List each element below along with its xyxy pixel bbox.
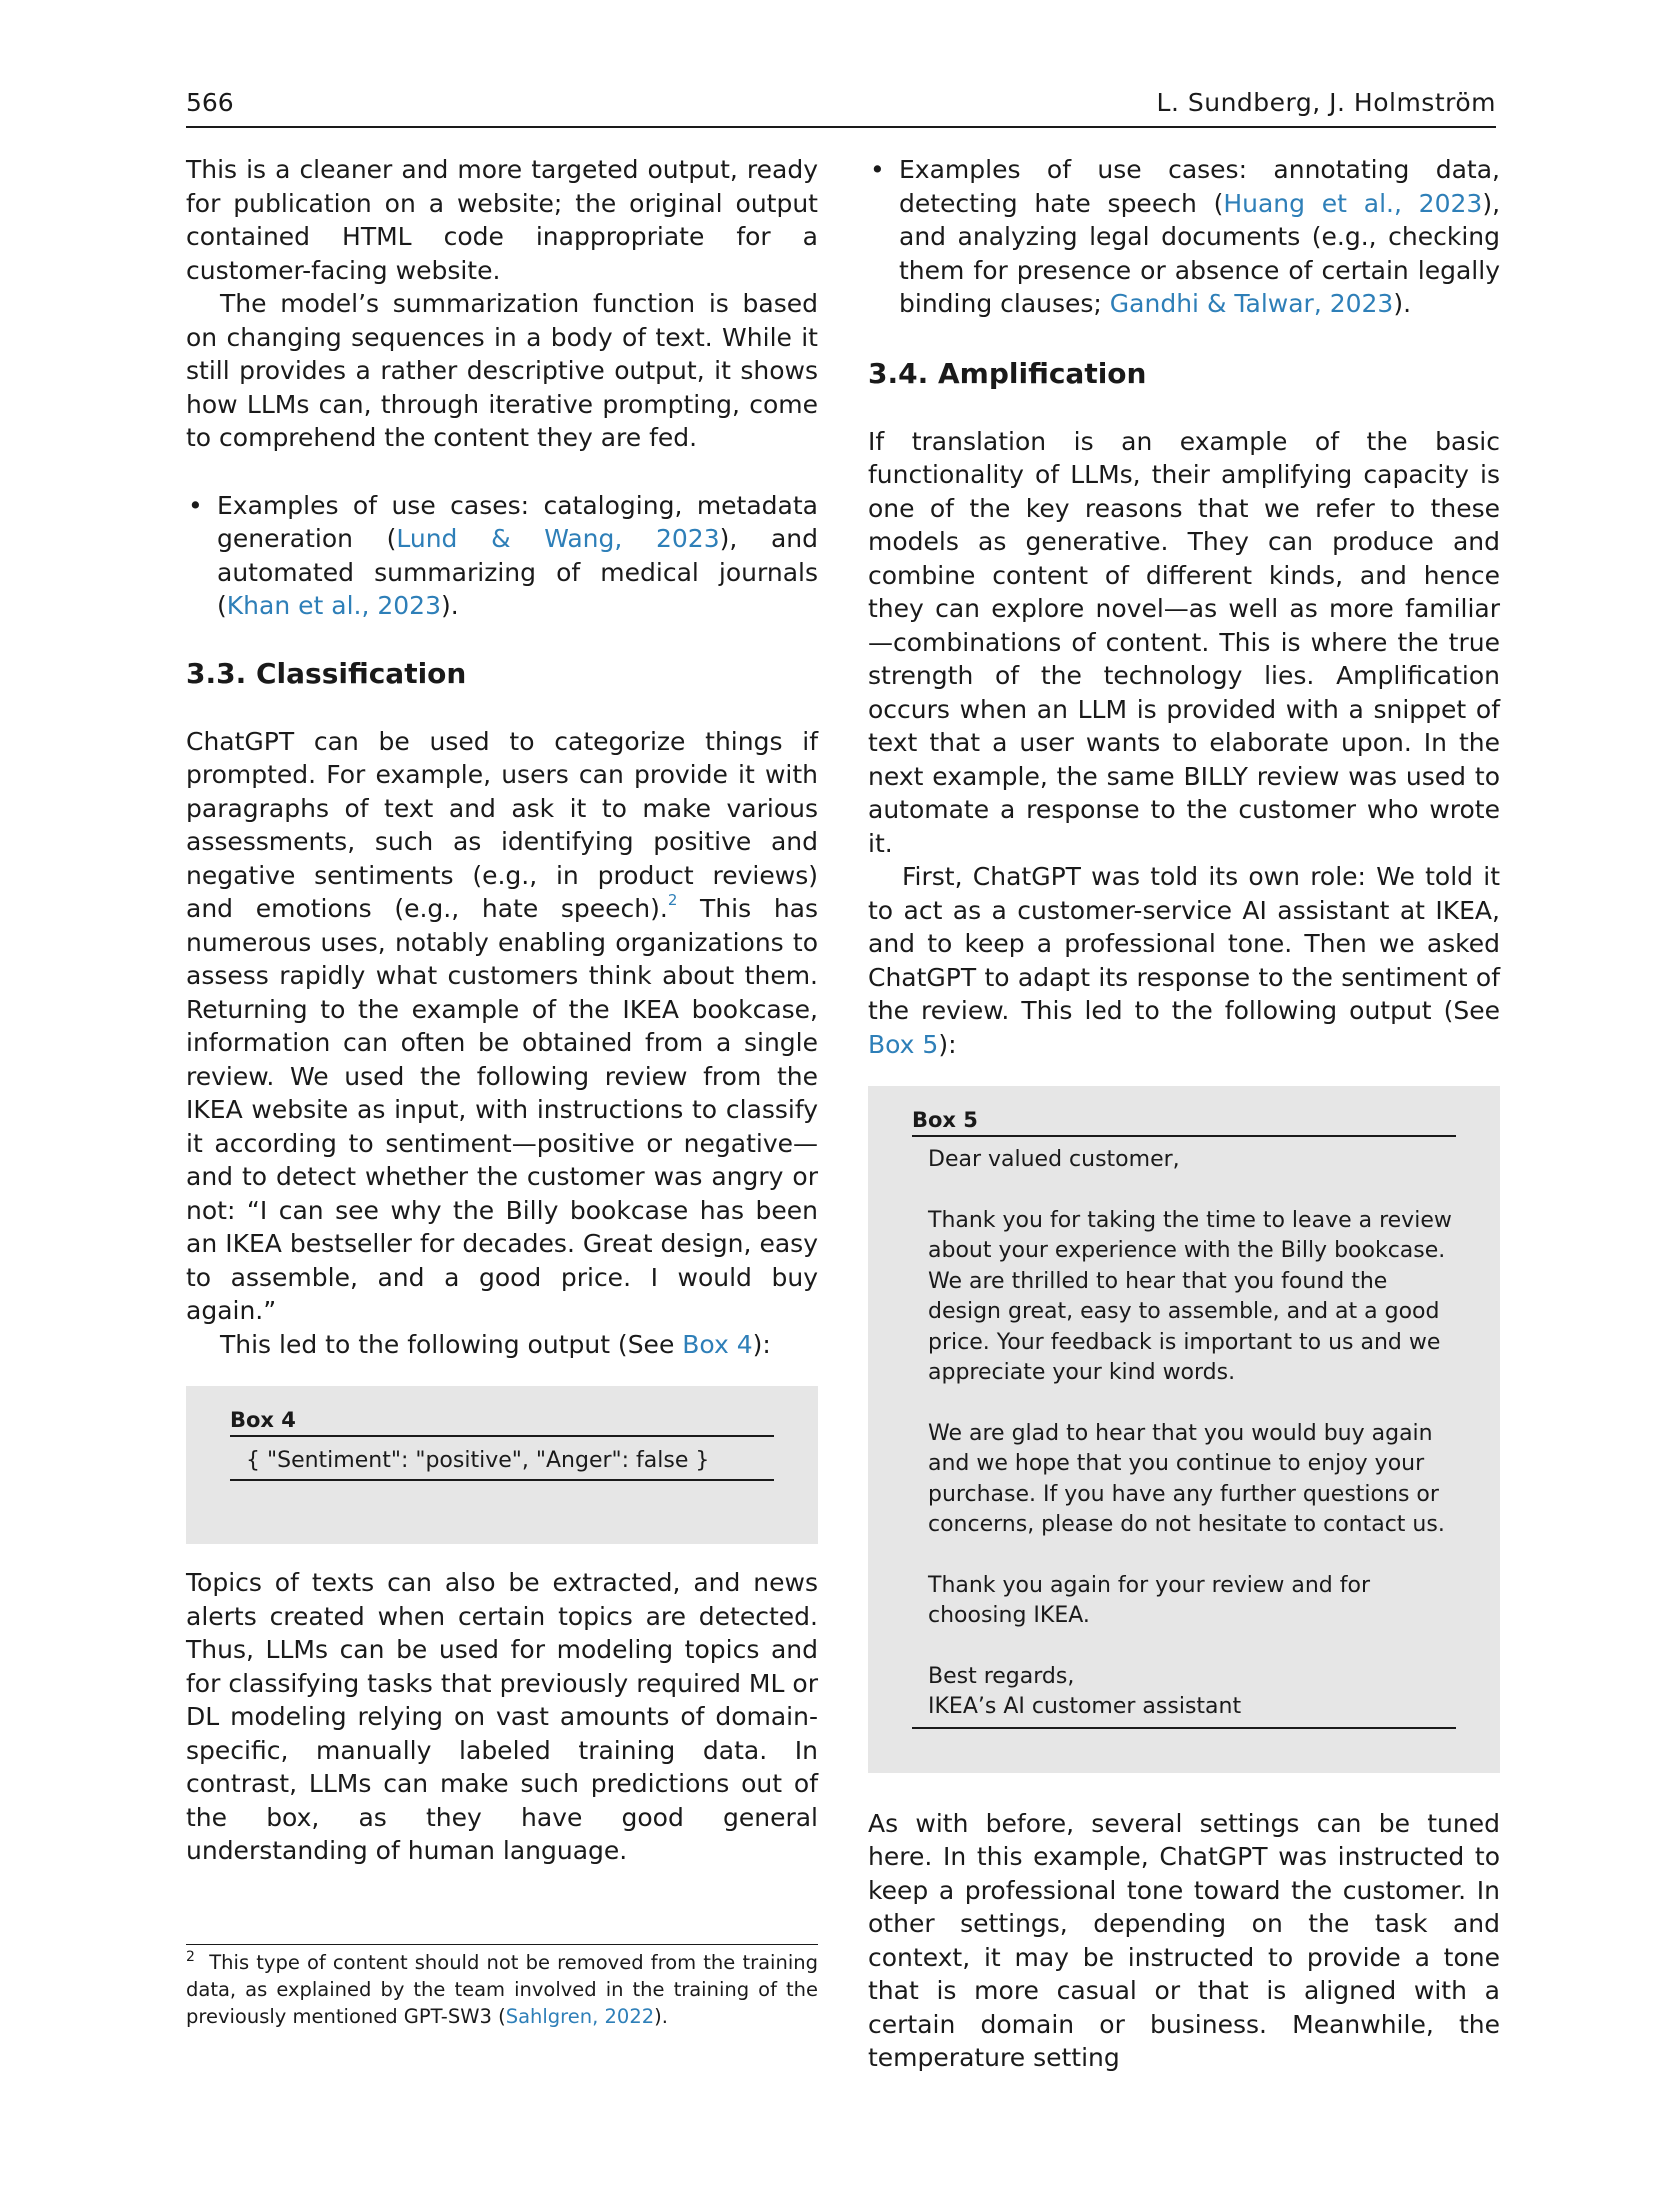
citation-link[interactable]: Lund & Wang, 2023: [396, 524, 720, 553]
paragraph: [186, 725, 818, 1328]
paragraph: [868, 860, 1500, 1061]
box-title: Box 5: [912, 1107, 1456, 1137]
letter-paragraph: Thank you for taking the time to leave a review about your experience with the Billy bookcase. We are thrilled to hear that you found the design great, easy to assemble, and at a good price. Your feedback is important to us and we appreciate your kind words.: [928, 1207, 1452, 1385]
right-column: [868, 153, 1500, 2075]
box-reference-link[interactable]: Box 5: [868, 1029, 939, 1059]
footnote: [186, 1944, 818, 2030]
paragraph: [186, 1328, 818, 1362]
footnote-text: [186, 1949, 818, 2030]
bullet-text: ).: [1393, 289, 1412, 318]
citation-link[interactable]: Gandhi & Talwar, 2023: [1109, 289, 1394, 318]
letter-paragraph: Thank you again for your review and for choosing IKEA.: [928, 1572, 1371, 1628]
citation-link[interactable]: Sahlgren, 2022: [505, 2005, 655, 2028]
citation-link[interactable]: Huang et al., 2023: [1223, 188, 1483, 218]
paragraph-text: ):: [938, 1029, 957, 1059]
use-case-bullet: [186, 489, 818, 623]
footnote-marker[interactable]: 2: [667, 891, 678, 909]
letter-paragraph: We are glad to hear that you would buy again and we hope that you continue to enjoy your purchase. If you have any further questions or concerns, please do not hesitate to contact us.: [928, 1420, 1445, 1537]
box-content: { "Sentiment": "positive", "Anger": false }: [230, 1437, 774, 1481]
box-5: [868, 1086, 1500, 1773]
box-content: [912, 1137, 1456, 1729]
letter-closing: Best regards,: [928, 1663, 1075, 1689]
box-title: Box 4: [230, 1407, 774, 1437]
paragraph: If translation is an example of the basic functionality of LLMs, their amplifying capacity is one of the key reasons that we refer to these models as generative. They can produce and combine content of different kinds, and hence they can explore novel—as well as more familiar—combinations of content. This is where the true strength of the technology lies. Amplification occurs when an LLM is provided with a snippet of text that a user wants to elaborate upon. In the next example, the same BILLY review was used to automate a response to the customer who wrote it.: [868, 426, 1500, 858]
section-heading: 3.4. Amplification: [868, 356, 1147, 390]
letter-greeting: Dear valued customer,: [928, 1147, 1180, 1172]
paragraph: As with before, several settings can be tuned here. In this example, ChatGPT was instructed to keep a professional tone toward the customer. In other settings, depending on the task and context, it may be instructed to provide a tone that is more casual or that is aligned with a certain domain or business. Meanwhile, the temperature setting: [868, 1808, 1500, 2072]
box-reference-link[interactable]: Box 4: [682, 1329, 753, 1359]
running-authors: L. Sundberg, J. Holmström: [1156, 88, 1496, 117]
left-column: [186, 153, 818, 1868]
letter-signature: IKEA’s AI customer assistant: [928, 1694, 1242, 1719]
bullet-text: ), and analyzing legal documents (e.g., checking them for presence or absence of certain legally binding clauses;: [899, 188, 1501, 318]
page-number: 566: [186, 88, 234, 117]
paragraph: This is a cleaner and more targeted output, ready for publication on a website; the original output contained HTML code inappropriate for a customer-facing website.: [186, 155, 818, 285]
paragraph: Topics of texts can also be extracted, and news alerts created when certain topics are detected. Thus, LLMs can be used for modeling topics and for classifying tasks that previously required ML or DL modeling relying on vast amounts of domain-specific, manually labeled training data. In contrast, LLMs can make such predictions out of the box, as they have good general understanding of human language.: [186, 1568, 818, 1865]
running-header: [186, 86, 1496, 128]
footnote-body: ).: [654, 2005, 668, 2028]
footnote-body: This type of content should not be removed from the training data, as explained by the team involved in the training of the previously mentioned GPT-SW3 (: [186, 1951, 818, 2028]
use-case-bullet: [868, 153, 1500, 321]
footnote-number: 2: [186, 1949, 195, 1965]
bullet-text: ).: [440, 591, 459, 620]
paragraph-text: First, ChatGPT was told its own role: We told it to act as a customer-service AI assistant at IKEA, and to keep a professional tone. Then we asked ChatGPT to adapt its response to the sentiment of the review. This led to the following output (See: [868, 862, 1500, 1025]
section-heading: 3.3. Classification: [186, 656, 467, 690]
paragraph-text: This led to the following output (See: [220, 1329, 683, 1359]
paragraph-text: ):: [752, 1329, 771, 1359]
paragraph-text: ChatGPT can be used to categorize things if prompted. For example, users can provide it with paragraphs of text and ask it to make various assessments, such as identifying positive and negative sentiments (e.g., in product reviews) and emotions (e.g., hate speech).: [186, 726, 818, 923]
box-4: [186, 1386, 818, 1544]
paragraph: The model’s summarization function is based on changing sequences in a body of text. While it still provides a rather descriptive output, it shows how LLMs can, through iterative prompting, come to comprehend the content they are fed.: [186, 289, 818, 452]
paragraph-text: This has numerous uses, notably enabling organizations to assess rapidly what customers think about them. Returning to the example of the IKEA bookcase, information can often be obtained from a single review. We used the following review from the IKEA website as input, with instructions to classify it according to sentiment—positive or negative—and to detect whether the customer was angry or not: “I can see why the Billy bookcase has been an IKEA bestseller for decades. Great design, easy to assemble, and a good price. I would buy again.”: [186, 894, 819, 1325]
bullet-text: ), and automated summarizing of medical journals (: [217, 524, 818, 620]
bullet-text: Examples of use cases: annotating data, detecting hate speech (: [899, 155, 1500, 218]
bullet-text: Examples of use cases: cataloging, metadata generation (: [217, 490, 818, 553]
citation-link[interactable]: Khan et al., 2023: [226, 591, 441, 620]
